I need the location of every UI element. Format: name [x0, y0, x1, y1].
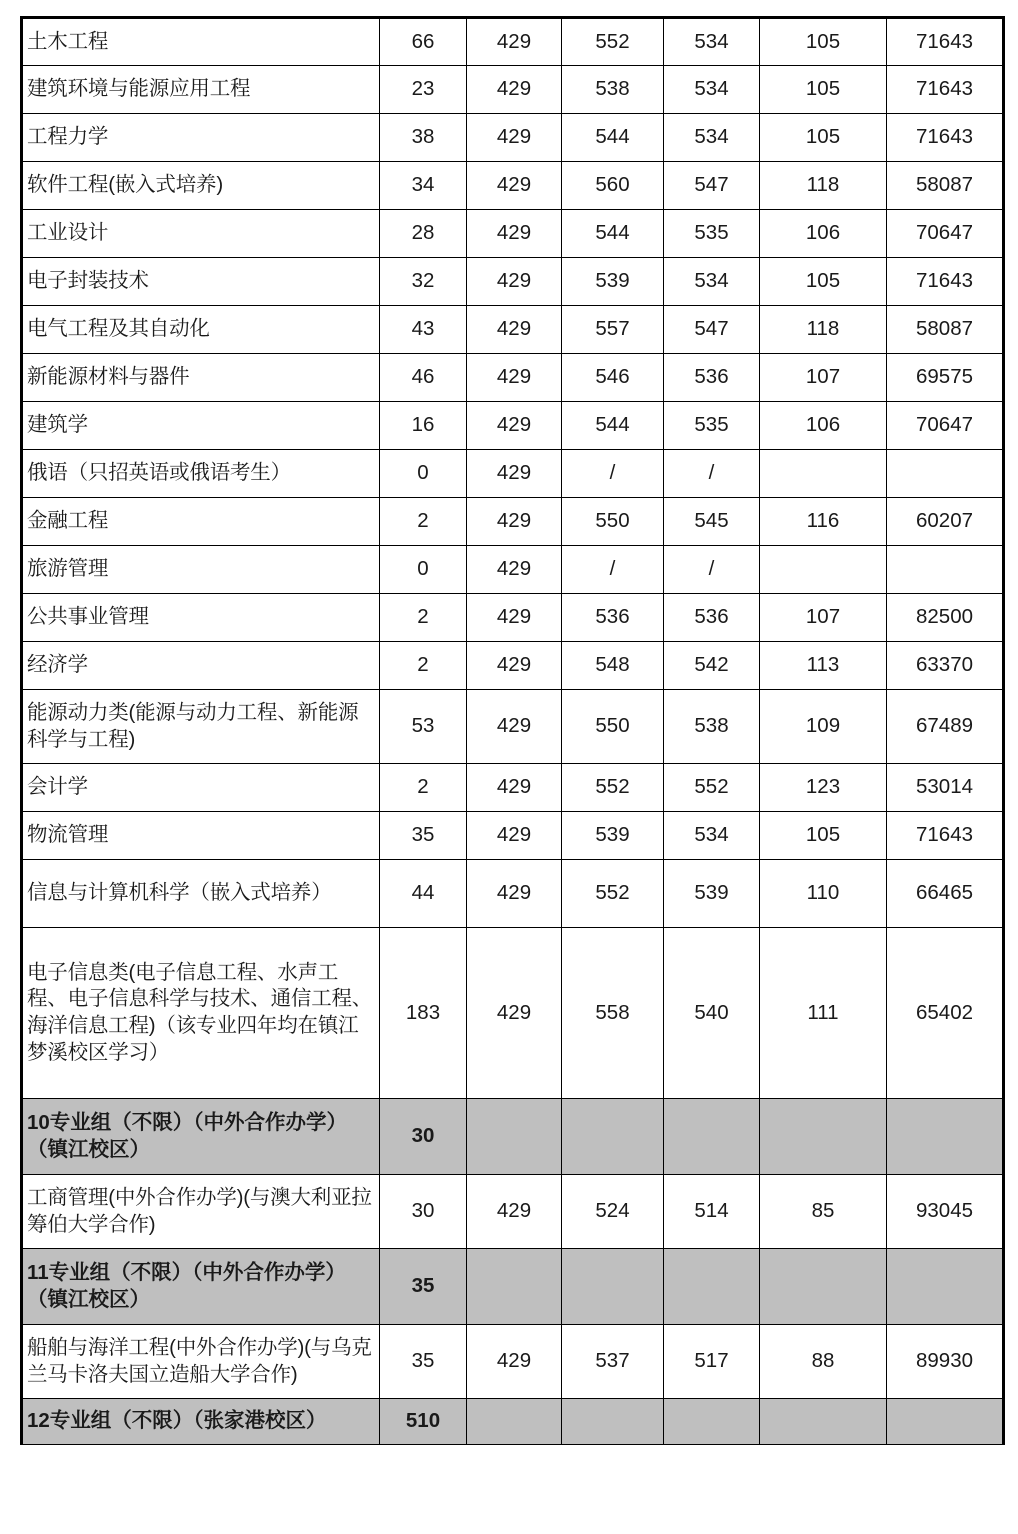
- cell-plan: 44: [380, 860, 467, 928]
- cell-rank: 71643: [887, 114, 1004, 162]
- cell-min: 545: [664, 498, 760, 546]
- cell-grade: 105: [760, 258, 887, 306]
- cell-plan: 30: [380, 1099, 467, 1175]
- major-name-cell: 船舶与海洋工程(中外合作办学)(与乌克兰马卡洛夫国立造船大学合作): [22, 1325, 380, 1399]
- cell-grade: 88: [760, 1325, 887, 1399]
- cell-max: 552: [562, 764, 664, 812]
- cell-max: [562, 1249, 664, 1325]
- cell-grade: 113: [760, 642, 887, 690]
- cell-grade: 105: [760, 812, 887, 860]
- table-row: [22, 66, 1004, 114]
- cell-min: 540: [664, 928, 760, 1099]
- cell-max: /: [562, 546, 664, 594]
- cell-min: 552: [664, 764, 760, 812]
- cell-min: [664, 1249, 760, 1325]
- cell-grade: 118: [760, 306, 887, 354]
- cell-rank: 69575: [887, 354, 1004, 402]
- cell-line: 429: [467, 498, 562, 546]
- cell-max: 560: [562, 162, 664, 210]
- table-row: [22, 690, 1004, 764]
- major-name-cell: 公共事业管理: [22, 594, 380, 642]
- table-row: [22, 114, 1004, 162]
- cell-line: 429: [467, 162, 562, 210]
- cell-plan: 38: [380, 114, 467, 162]
- major-name-cell: 工业设计: [22, 210, 380, 258]
- cell-rank: [887, 1099, 1004, 1175]
- cell-rank: 71643: [887, 812, 1004, 860]
- cell-min: 514: [664, 1175, 760, 1249]
- cell-max: 544: [562, 402, 664, 450]
- cell-rank: 71643: [887, 258, 1004, 306]
- cell-plan: 28: [380, 210, 467, 258]
- cell-plan: 2: [380, 764, 467, 812]
- major-name-cell: 能源动力类(能源与动力工程、新能源科学与工程): [22, 690, 380, 764]
- major-name-cell: 电子封装技术: [22, 258, 380, 306]
- table-row: [22, 498, 1004, 546]
- cell-max: 544: [562, 114, 664, 162]
- cell-min: /: [664, 450, 760, 498]
- cell-min: [664, 1099, 760, 1175]
- cell-grade: 85: [760, 1175, 887, 1249]
- cell-grade: 105: [760, 114, 887, 162]
- cell-max: 550: [562, 498, 664, 546]
- cell-grade: 109: [760, 690, 887, 764]
- cell-plan: 35: [380, 1325, 467, 1399]
- cell-rank: 71643: [887, 66, 1004, 114]
- cell-grade: 107: [760, 594, 887, 642]
- cell-line: 429: [467, 18, 562, 66]
- cell-min: 542: [664, 642, 760, 690]
- cell-line: 429: [467, 546, 562, 594]
- cell-grade: 118: [760, 162, 887, 210]
- major-name-cell: 软件工程(嵌入式培养): [22, 162, 380, 210]
- major-name-cell: 会计学: [22, 764, 380, 812]
- cell-max: 544: [562, 210, 664, 258]
- cell-max: 539: [562, 258, 664, 306]
- cell-plan: 66: [380, 18, 467, 66]
- cell-grade: 110: [760, 860, 887, 928]
- cell-rank: [887, 1399, 1004, 1445]
- major-name-cell: 旅游管理: [22, 546, 380, 594]
- cell-line: [467, 1249, 562, 1325]
- cell-max: 539: [562, 812, 664, 860]
- cell-grade: 123: [760, 764, 887, 812]
- table-row: [22, 1325, 1004, 1399]
- cell-max: 558: [562, 928, 664, 1099]
- cell-max: 557: [562, 306, 664, 354]
- cell-max: 550: [562, 690, 664, 764]
- cell-max: 546: [562, 354, 664, 402]
- cell-min: 535: [664, 402, 760, 450]
- cell-grade: 105: [760, 66, 887, 114]
- cell-plan: 2: [380, 642, 467, 690]
- cell-rank: 71643: [887, 18, 1004, 66]
- cell-grade: [760, 546, 887, 594]
- table-row: [22, 928, 1004, 1099]
- cell-plan: 510: [380, 1399, 467, 1445]
- cell-plan: 2: [380, 594, 467, 642]
- major-name-cell: 建筑学: [22, 402, 380, 450]
- cell-line: 429: [467, 1175, 562, 1249]
- cell-line: 429: [467, 642, 562, 690]
- table-row: [22, 306, 1004, 354]
- table-row: [22, 594, 1004, 642]
- major-name-cell: 工程力学: [22, 114, 380, 162]
- cell-rank: 53014: [887, 764, 1004, 812]
- group-name-cell: 11专业组（不限）（中外合作办学）（镇江校区）: [22, 1249, 380, 1325]
- cell-plan: 0: [380, 546, 467, 594]
- cell-line: 429: [467, 210, 562, 258]
- cell-max: 536: [562, 594, 664, 642]
- cell-grade: 107: [760, 354, 887, 402]
- cell-min: 547: [664, 162, 760, 210]
- cell-plan: 0: [380, 450, 467, 498]
- cell-rank: 89930: [887, 1325, 1004, 1399]
- major-name-cell: 物流管理: [22, 812, 380, 860]
- cell-line: 429: [467, 812, 562, 860]
- cell-min: 538: [664, 690, 760, 764]
- cell-plan: 46: [380, 354, 467, 402]
- table-row: [22, 258, 1004, 306]
- cell-rank: 93045: [887, 1175, 1004, 1249]
- cell-rank: 58087: [887, 162, 1004, 210]
- major-name-cell: 信息与计算机科学（嵌入式培养）: [22, 860, 380, 928]
- cell-max: 524: [562, 1175, 664, 1249]
- cell-max: [562, 1099, 664, 1175]
- group-header-row: [22, 1249, 1004, 1325]
- group-name-cell: 12专业组（不限）（张家港校区）: [22, 1399, 380, 1445]
- major-name-cell: 俄语（只招英语或俄语考生）: [22, 450, 380, 498]
- cell-line: 429: [467, 860, 562, 928]
- cell-rank: 67489: [887, 690, 1004, 764]
- cell-min: 536: [664, 594, 760, 642]
- cell-plan: 35: [380, 1249, 467, 1325]
- major-name-cell: 电子信息类(电子信息工程、水声工程、电子信息科学与技术、通信工程、海洋信息工程)（该专业四年均在镇江梦溪校区学习）: [22, 928, 380, 1099]
- cell-rank: 58087: [887, 306, 1004, 354]
- cell-plan: 183: [380, 928, 467, 1099]
- cell-grade: [760, 1399, 887, 1445]
- cell-line: 429: [467, 402, 562, 450]
- cell-plan: 35: [380, 812, 467, 860]
- cell-line: 429: [467, 594, 562, 642]
- major-name-cell: 经济学: [22, 642, 380, 690]
- cell-line: 429: [467, 114, 562, 162]
- cell-max: 538: [562, 66, 664, 114]
- cell-plan: 16: [380, 402, 467, 450]
- cell-plan: 53: [380, 690, 467, 764]
- table-row: [22, 546, 1004, 594]
- major-name-cell: 建筑环境与能源应用工程: [22, 66, 380, 114]
- cell-line: [467, 1099, 562, 1175]
- cell-min: 534: [664, 812, 760, 860]
- cell-plan: 43: [380, 306, 467, 354]
- cell-min: 534: [664, 18, 760, 66]
- table-body: [22, 18, 1004, 1445]
- cell-rank: 70647: [887, 210, 1004, 258]
- cell-max: 548: [562, 642, 664, 690]
- cell-grade: 106: [760, 210, 887, 258]
- table-row: [22, 860, 1004, 928]
- cell-max: /: [562, 450, 664, 498]
- table-row: [22, 642, 1004, 690]
- cell-grade: 106: [760, 402, 887, 450]
- cell-rank: 60207: [887, 498, 1004, 546]
- cell-min: /: [664, 546, 760, 594]
- cell-grade: 105: [760, 18, 887, 66]
- cell-line: 429: [467, 690, 562, 764]
- cell-line: 429: [467, 258, 562, 306]
- cell-max: 552: [562, 18, 664, 66]
- table-row: [22, 210, 1004, 258]
- cell-grade: [760, 1099, 887, 1175]
- cell-plan: 34: [380, 162, 467, 210]
- cell-max: 552: [562, 860, 664, 928]
- major-name-cell: 金融工程: [22, 498, 380, 546]
- cell-plan: 32: [380, 258, 467, 306]
- major-name-cell: 电气工程及其自动化: [22, 306, 380, 354]
- cell-min: 547: [664, 306, 760, 354]
- cell-grade: 111: [760, 928, 887, 1099]
- cell-rank: 63370: [887, 642, 1004, 690]
- major-name-cell: 工商管理(中外合作办学)(与澳大利亚拉筹伯大学合作): [22, 1175, 380, 1249]
- table-row: [22, 162, 1004, 210]
- cell-min: 534: [664, 258, 760, 306]
- group-name-cell: 10专业组（不限）（中外合作办学）（镇江校区）: [22, 1099, 380, 1175]
- cell-max: 537: [562, 1325, 664, 1399]
- cell-rank: 82500: [887, 594, 1004, 642]
- cell-grade: [760, 1249, 887, 1325]
- table-row: [22, 402, 1004, 450]
- group-header-row: [22, 1099, 1004, 1175]
- cell-min: 517: [664, 1325, 760, 1399]
- cell-rank: 66465: [887, 860, 1004, 928]
- cell-rank: [887, 546, 1004, 594]
- cell-plan: 30: [380, 1175, 467, 1249]
- cell-rank: 65402: [887, 928, 1004, 1099]
- cell-line: 429: [467, 354, 562, 402]
- cell-line: 429: [467, 1325, 562, 1399]
- cell-min: 536: [664, 354, 760, 402]
- cell-max: [562, 1399, 664, 1445]
- admission-score-table: [20, 16, 1005, 1445]
- cell-plan: 2: [380, 498, 467, 546]
- cell-line: 429: [467, 306, 562, 354]
- major-name-cell: 土木工程: [22, 18, 380, 66]
- table-row: [22, 1175, 1004, 1249]
- cell-min: 534: [664, 114, 760, 162]
- group-header-row: [22, 1399, 1004, 1445]
- cell-rank: 70647: [887, 402, 1004, 450]
- major-name-cell: 新能源材料与器件: [22, 354, 380, 402]
- cell-line: 429: [467, 764, 562, 812]
- cell-min: 535: [664, 210, 760, 258]
- table-row: [22, 354, 1004, 402]
- cell-line: 429: [467, 66, 562, 114]
- cell-rank: [887, 450, 1004, 498]
- cell-min: 539: [664, 860, 760, 928]
- table-row: [22, 764, 1004, 812]
- cell-min: [664, 1399, 760, 1445]
- cell-rank: [887, 1249, 1004, 1325]
- cell-line: [467, 1399, 562, 1445]
- cell-line: 429: [467, 450, 562, 498]
- cell-grade: [760, 450, 887, 498]
- cell-plan: 23: [380, 66, 467, 114]
- table-row: [22, 812, 1004, 860]
- cell-grade: 116: [760, 498, 887, 546]
- cell-min: 534: [664, 66, 760, 114]
- cell-line: 429: [467, 928, 562, 1099]
- table-row: [22, 450, 1004, 498]
- table-row: [22, 18, 1004, 66]
